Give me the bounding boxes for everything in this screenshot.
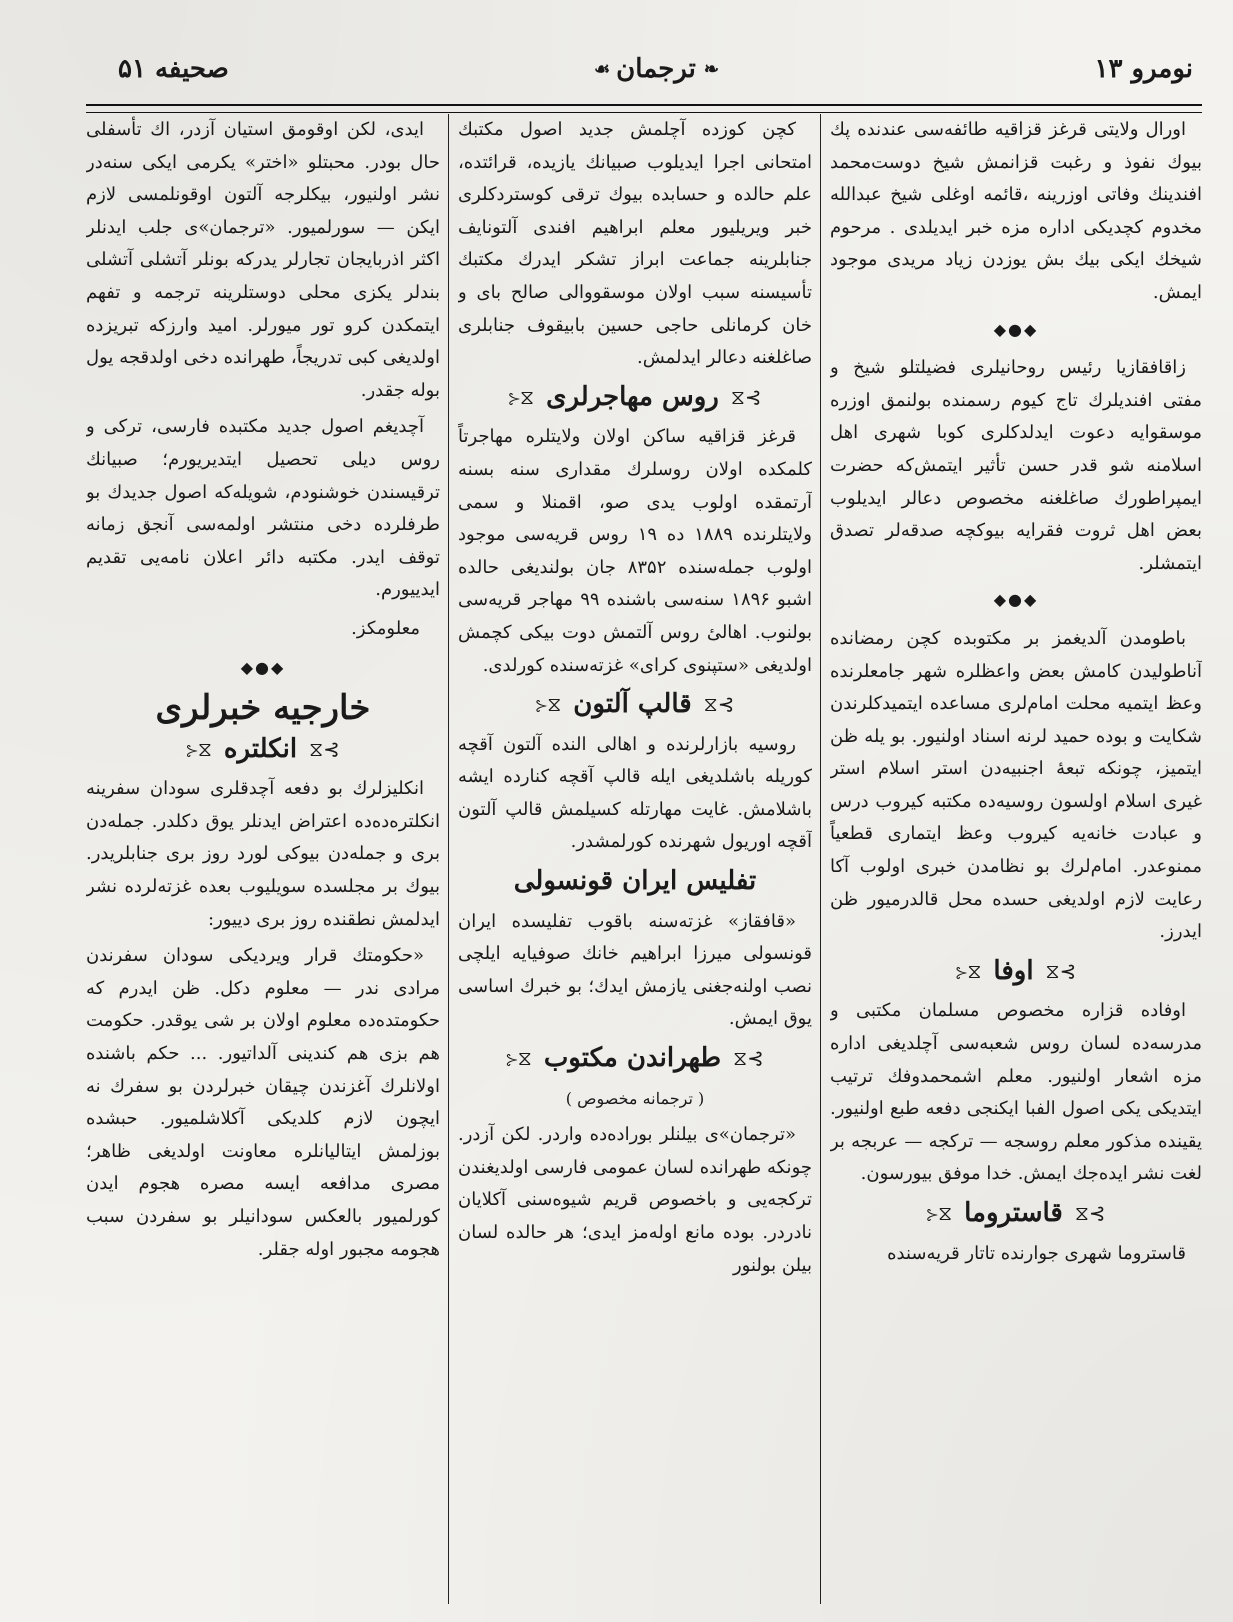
- section-title: تفلیس ایران قونسولی: [513, 866, 757, 897]
- column-left: [86, 114, 440, 1602]
- section-heading: [830, 955, 1202, 988]
- section-heading: [830, 1197, 1202, 1230]
- swirl-icon: ⧖⊰: [955, 958, 982, 983]
- swirl-icon: ⧖⊰: [926, 1201, 953, 1225]
- section-title: روس مهاجرلری: [546, 381, 719, 412]
- ornament-icon: ☙: [594, 58, 609, 80]
- article-paragraph: «ترجمان»ی بیلنلر بوراده‌ده واردر. لكن آزدر. چونكه طهرانده لسان عمومی فارسی اولدیغندن تركجه‌یی و باخصوص قریم شیوه‌سنی آكلایان نادردر. بوده مانع اوله‌مز ایدی؛ هر حالده لسان بیلن بولنور: [458, 1124, 812, 1276]
- article-paragraph: قاستروما شهری جوارنده تاتار قریه‌سنده: [887, 1242, 1186, 1264]
- swirl-icon: ⊱⧖: [1045, 958, 1077, 983]
- section-subnote: ( ترجمانه مخصوص ): [565, 1088, 705, 1108]
- separator-ornament: ◆●◆: [993, 590, 1039, 610]
- masthead: [594, 54, 717, 84]
- article-paragraph: روسیه بازارلرنده و اهالی النده آلتون آقچه كوریله باشلدیغی ایله قالپ آقچه كنارده ایشه باشلامش. غایت مهارتله كسیلمش قالپ آلتون آقچه اوریول شهرنده كورلمشدر.: [458, 733, 812, 853]
- column-divider: [820, 114, 821, 1604]
- swirl-icon: ⊱⧖: [733, 1046, 764, 1071]
- swirl-icon: ⊱⧖: [703, 692, 735, 717]
- section-title: انكلتره: [223, 733, 298, 764]
- signature: معلومكز.: [351, 617, 420, 639]
- issue-number: نومرو ۱۳: [1094, 54, 1193, 84]
- separator-ornament: ◆●◆: [240, 657, 286, 677]
- section-heading: [458, 865, 812, 898]
- swirl-icon: ⧖⊰: [535, 692, 562, 717]
- article-paragraph: «حكومتك قرار ویردیكی سودان سفرندن مرادی ندر — معلوم دكل. ظن ایدرم كه حكومتده‌ده معلوم اولان بر شی یوقدر. حكومت هم بزی هم كندینی آلداتیور. ... حكم باشنده اولانلرك آغزندن چیقان خبرلردن بو سفرك نه ایچون لازم كلدیكی آكلاشلمیور. حبشده بوزلمش ایتالیانلره معاونت اولدیغی ظاهر؛ مصری مدافعه ایسه مصره هجوم ایدن كورلمیور بالعكس سودانیلر بو سفردن سبب هجومه مجبور اوله جقلر.: [86, 945, 440, 1260]
- swirl-icon: ⧖⊰: [186, 736, 212, 761]
- section-heading: [458, 1042, 812, 1075]
- section-heading: [458, 381, 812, 414]
- article-paragraph: قرغز قزاقیه ساكن اولان ولایتلره مهاجرتاً كلمكده اولان روسلرك مقداری سنه بسنه آرتمقده اولوب یدی صو، اقمنلا و سمی ولایتلرنده ۱۸۸۹ ده ۱۹ روس قریه‌سی موجود اولوب جمله‌سنده ۸۳۵۲ جان بولندیغی حالده اشبو ۱۸۹۶ سنه‌سی باشنده ۹۹ مهاجر قریه‌سی بولنوب. اهالیٔ روس آلتمش دوت بیكی كچمش اولدیغی «ستپنوی كرای» غزته‌سنده كورلدی.: [458, 426, 812, 676]
- swirl-icon: ⊱⧖: [1074, 1201, 1106, 1225]
- article-paragraph: اورال ولایتی قرغز قزاقیه طائفه‌سی عندنده پك بیوك نفوذ و رغبت قزانمش شیخ دوست‌محمد افندینك وفاتی اوزرینه ،قائمه اوغلی شیخ عبدالله مخدوم كچدیكی اداره مزه خبر ایدیلدی . مرحوم شیخك ایكی بیك بش یوزدن زیاد مریدی موجود ایمش.: [830, 119, 1202, 303]
- page-number: صحیفه ۵۱: [118, 54, 229, 84]
- section-heading: [458, 688, 812, 721]
- article-paragraph: باطومدن آلدیغمز بر مكتوبده كچن رمضانده آناطولیدن كامش بعض واعظلره شهر جامعلرنده وعظ ایتمیه محلت امام‌لری مساعده ایتمیدكلرندن شكایت و بوده حمید لرنه اسناد اولنیور. بو یله ظن ایتمیز، چونكه تبعهٔ اجنبیه‌دن استر اسلام استر غیری اسلام اولسون روسیه‌ده مكتبه كیروب درس و عبادت خانه‌یه كیروب وعظ ایتماری قطعیاً ممنوعدر. امام‌لرك بو نظامدن خبری اولوب آكا رعایت لازم اولدیغی حسده محل قالدرمیور ظن ایدرز.: [830, 627, 1202, 943]
- article-paragraph: كچن كوزده آچلمش جدید اصول مكتبك امتحانی اجرا ایدیلوب صبیانك یازیده، قرائتده، علم حالده و حسابده بیوك ترقی كوستردكلری خبر ویریلیور معلم ابراهیم افندی آلتونایف جنابلرینه جماعت ابراز تشكر ایدرك مكتبك تأسیسنه سبب اولان موسقووالی صالح بای و خان كرمانلی حاجی حسین بابیقوف جنابلری صاغلغنه دعالر ایدلمش.: [458, 119, 812, 369]
- swirl-icon: ⊱⧖: [730, 384, 762, 409]
- separator-ornament: ◆●◆: [993, 319, 1039, 339]
- article-paragraph: اوفاده قزاره مخصوص مسلمان مكتبی و مدرسه‌ده لسان روس شعبه‌سی آچلدیغی اداره مزه اشعار اولنیور. معلم اشمحمدوفك ترتیب ایتدیكی یكی اصول الفبا ایكنجی دفعه طبع اولنیور. یقینده مذكور معلم روسجه — تركجه — عربجه بر لغت نشر ایده‌جك ایمش. خدا موفق بیورسون.: [830, 1000, 1202, 1185]
- article-paragraph: انكلیزلرك بو دفعه آچدقلری سودان سفرینه انكلتره‌ده‌ده اعتراض ایدنلر یوق دكلدر. جمله‌دن بری و جمله‌دن بیوكی لورد روز بری جنابلریدر. بیوك بر مجلسده سویلیوب بعده غزته‌لرده نشر ایدلمش نطقنده روز بری دییور:: [86, 778, 440, 930]
- swirl-icon: ⧖⊰: [508, 384, 535, 409]
- section-title: طهراندن مكتوب: [543, 1043, 722, 1074]
- article-paragraph: «قافقاز» غزته‌سنه باقوب تفلیسده ایران قونسولی میرزا ابراهیم خانك صوفیایه ایلچی نصب اولنه‌جغنی یازمش ایدك؛ بو خبرك اساسی یوق ایمش.: [458, 910, 812, 1030]
- swirl-icon: ⊱⧖: [309, 736, 340, 761]
- section-title: اوفا: [993, 955, 1034, 986]
- article-paragraph: ایدی، لكن اوقومق استیان آزدر، اك تأسفلی حال بودر. محبتلو «اختر» یكرمی ایكی سنه‌در نشر اولنیور، بیكلرجه آلتون اوقونلمسی لازم ایكن — سورلمیور. «ترجمان»ی جلب ایدنلر اكثر اذربایجان تجارلر یدركه بونلر آتشلی آتشلی بندلر یكزی محلی دوستلرینه ترجمه و تفهم ایتمكدن كرو تور میورلر. امید وارزكه تبریزده اولدیغی كبی تدریجاً، طهرانده دخی اولدقجه یول بوله جقدر.: [86, 119, 440, 401]
- ornament-icon: ❧: [703, 58, 717, 80]
- swirl-icon: ⧖⊰: [506, 1046, 532, 1071]
- article-paragraph: زاقافقازیا رئیس روحانیلری فضیلتلو شیخ و مفتی افندیلرك تاج كیوم رسمنده بولنمق اوزره موسقوایه دعوت ایدلدكلری كوبا شهری اهل اسلامنه شو قدر حسن تأثیر ایتمش‌كه حضرت ایمپراطورك صاغلغنه مخصوص دعالر ایدیلوب بعض اهل ثروت فقرایه بیوكچه صدقه‌لر تصدق ایتمشلر.: [830, 357, 1202, 574]
- section-title: قاستروما: [964, 1198, 1063, 1228]
- section-banner: خارجیه خبرلری: [155, 688, 371, 729]
- column-right: [830, 114, 1202, 1602]
- article-paragraph: آچدیغم اصول جدید مكتبده فارسی، تركی و روس دیلی تحصیل ایتدیریورم؛ صبیانك ترقیسندن خوشنودم، شویله‌كه اصول جدیدك بو طرفلرده دخی منتشر اولمه‌سی آنجق زمانه توقف ایدر. مكتبه دائر اعلان نامه‌یی تقدیم ایدییورم.: [86, 416, 440, 601]
- header-rule: [86, 104, 1202, 113]
- section-title: قالپ آلتون: [573, 689, 692, 720]
- masthead-title: ترجمان: [616, 54, 696, 84]
- section-heading: [86, 733, 440, 766]
- column-divider: [448, 114, 449, 1604]
- page-header: [108, 44, 1203, 104]
- column-middle: [458, 114, 812, 1602]
